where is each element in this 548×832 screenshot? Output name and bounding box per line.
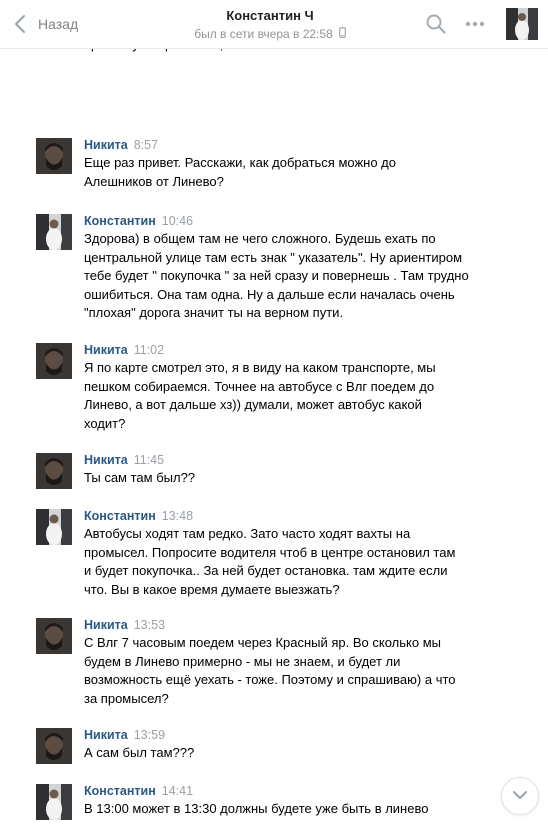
message-author[interactable]: Константин	[84, 214, 156, 228]
message-line: за промысел?	[84, 690, 169, 706]
message-line: ходит?	[84, 415, 126, 431]
message-text	[84, 634, 494, 708]
message-line: пешком собираемся. Точнее на автобусе с Влг поедем до	[84, 378, 435, 394]
chevron-left-icon	[14, 14, 26, 34]
message-time: 8:57	[133, 138, 159, 152]
message-line: Линево, а вот дальше хз)) думали, может автобус какой	[84, 397, 422, 412]
message-history[interactable]	[0, 48, 548, 832]
message-author[interactable]: Никита	[84, 453, 128, 467]
back-label: Назад	[38, 16, 79, 32]
chevron-down-icon	[512, 787, 528, 805]
last-seen-status	[150, 27, 390, 41]
message-header	[84, 726, 165, 744]
avatar[interactable]	[36, 728, 72, 764]
last-seen-text: был в сети вчера в 22:58	[194, 27, 333, 41]
message-header	[84, 341, 164, 359]
message-time: 13:53	[133, 618, 166, 632]
message-time: 11:45	[133, 453, 165, 467]
message-line: и будет покупочка.. За ней будет остановка. там ждите если	[84, 563, 448, 578]
message-text	[84, 359, 494, 433]
avatar[interactable]	[36, 618, 72, 654]
message-line: Ты сам там был??	[84, 470, 196, 485]
message-text	[84, 469, 494, 488]
chat-header	[0, 0, 548, 49]
message-line: промысел. Попросите водителя чтоб в центре остановил там	[84, 544, 456, 560]
message-author[interactable]: Никита	[84, 343, 128, 357]
message-text	[84, 800, 494, 819]
scroll-down-button[interactable]	[501, 777, 539, 815]
message-line: центральной улице там есть знак " указатель". Ну ариентиром	[84, 249, 463, 265]
message-time: 11:02	[133, 343, 165, 357]
message-line: что. Вы в какое время думаете выезжать?	[84, 581, 340, 597]
message-header	[84, 451, 164, 469]
message-author[interactable]: Никита	[84, 138, 128, 152]
avatar[interactable]	[36, 509, 72, 545]
more-dots-icon[interactable]	[465, 16, 485, 37]
avatar[interactable]	[36, 453, 72, 489]
avatar[interactable]	[36, 214, 72, 250]
message-text	[84, 154, 494, 191]
message-author[interactable]: Константин	[84, 509, 156, 523]
message-time: 13:59	[133, 728, 166, 742]
message-text	[84, 525, 494, 599]
message-line: тебе будет " покупочка " за ней сразу и повернешь . Там трудно	[84, 268, 469, 283]
message-time: 14:41	[161, 784, 194, 798]
header-avatar[interactable]	[506, 8, 538, 40]
message-line: Здорова) в общем там не чего сложного. Будешь ехать по	[84, 231, 436, 246]
message-line: ошибиться. Она там одна. Ну а дальше если началась очень	[84, 286, 455, 302]
message-line: Еще раз привет. Расскажи, как добраться можно до	[84, 155, 396, 170]
back-button[interactable]	[14, 12, 78, 36]
message-header	[84, 212, 193, 230]
message-time: 10:46	[161, 214, 194, 228]
message-text	[84, 744, 494, 763]
message-header	[84, 507, 193, 525]
search-icon[interactable]	[425, 13, 447, 40]
message-line: С Влг 7 часовым поедем через Красный яр. Во сколько мы	[84, 635, 441, 650]
chat-title[interactable]	[150, 8, 390, 41]
mobile-phone-icon	[339, 27, 346, 41]
avatar[interactable]	[36, 138, 72, 174]
message-header	[84, 136, 158, 154]
avatar[interactable]	[36, 343, 72, 379]
message-line: Алешников от Линево?	[84, 173, 224, 189]
message-line: "плохая" дорога значит ты на верном пути.	[84, 305, 344, 320]
message-line: Автобусы ходят там редко. Зато часто ходят вахты на	[84, 526, 411, 541]
contact-name: Константин Ч	[226, 8, 314, 23]
message-time: 13:48	[161, 509, 194, 523]
message-text	[84, 230, 494, 323]
message-author[interactable]: Константин	[84, 784, 156, 798]
message-line: А сам был там???	[84, 745, 195, 760]
message-line: возможность ещё уехать - тоже. Поэтому и спрашиваю) а что	[84, 672, 456, 687]
message-author[interactable]: Никита	[84, 618, 128, 632]
message-header	[84, 782, 193, 800]
message-line: В 13:00 может в 13:30 должны будете уже быть в линево	[84, 801, 429, 816]
avatar[interactable]	[36, 784, 72, 820]
message-line: будем в Линево примерно - мы не знаем, и будет ли	[84, 653, 401, 669]
message-author[interactable]: Никита	[84, 728, 128, 742]
message-line: Я по карте смотрел это, я в виду на каком транспорте, мы	[84, 360, 436, 375]
message-header	[84, 616, 165, 634]
